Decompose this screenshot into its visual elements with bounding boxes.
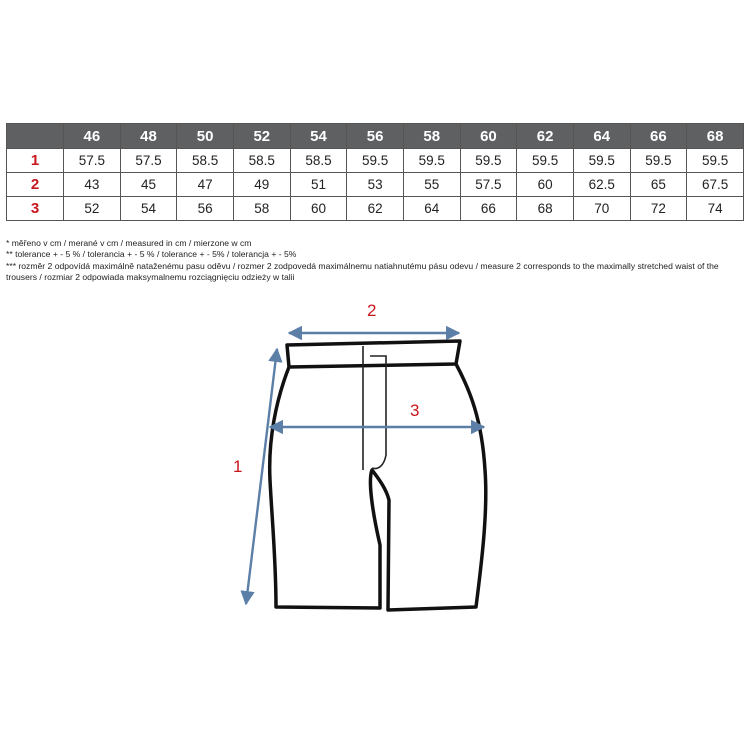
shorts-outline <box>270 341 486 610</box>
table-cell: 59.5 <box>347 149 404 173</box>
size-header: 58 <box>403 124 460 149</box>
size-header: 48 <box>120 124 177 149</box>
table-cell: 66 <box>460 197 517 221</box>
table-cell: 62 <box>347 197 404 221</box>
table-cell: 58.5 <box>177 149 234 173</box>
size-header: 62 <box>517 124 574 149</box>
table-cell: 54 <box>120 197 177 221</box>
table-cell: 57.5 <box>460 173 517 197</box>
label-2: 2 <box>367 301 377 320</box>
measure-1-arrow <box>246 349 277 604</box>
table-cell: 60 <box>517 173 574 197</box>
table-cell: 68 <box>517 197 574 221</box>
table-cell: 57.5 <box>120 149 177 173</box>
label-3: 3 <box>410 401 420 420</box>
fly-stitch <box>370 356 386 468</box>
table-cell: 59.5 <box>460 149 517 173</box>
table-cell: 56 <box>177 197 234 221</box>
table-cell: 43 <box>64 173 121 197</box>
row-label: 2 <box>7 173 64 197</box>
table-cell: 70 <box>573 197 630 221</box>
shorts-body <box>270 364 486 610</box>
table-cell: 49 <box>233 173 290 197</box>
table-cell: 59.5 <box>630 149 687 173</box>
table-cell: 57.5 <box>64 149 121 173</box>
size-header: 68 <box>687 124 744 149</box>
size-header: 64 <box>573 124 630 149</box>
table-cell: 72 <box>630 197 687 221</box>
table-cell: 67.5 <box>687 173 744 197</box>
measurements <box>246 333 484 604</box>
size-header: 56 <box>347 124 404 149</box>
table-cell: 59.5 <box>573 149 630 173</box>
table-cell: 51 <box>290 173 347 197</box>
size-header: 60 <box>460 124 517 149</box>
table-cell: 45 <box>120 173 177 197</box>
table-cell: 59.5 <box>687 149 744 173</box>
table-cell: 59.5 <box>517 149 574 173</box>
size-header: 46 <box>64 124 121 149</box>
note-tolerance: ** tolerance + - 5 % / tolerancia + - 5 % / tolerance + - 5% / tolerancja + - 5% <box>6 249 297 260</box>
table-cell: 58 <box>233 197 290 221</box>
table-cell: 58.5 <box>233 149 290 173</box>
table-cell: 47 <box>177 173 234 197</box>
table-cell: 53 <box>347 173 404 197</box>
note-measured: * měřeno v cm / merané v cm / measured in cm / mierzone w cm <box>6 238 252 248</box>
size-header: 54 <box>290 124 347 149</box>
table-cell: 62.5 <box>573 173 630 197</box>
size-header: 52 <box>233 124 290 149</box>
note-measure-2: *** rozměr 2 odpovídá maximálně nataženému pasu oděvu / rozmer 2 zodpovedá maximálnemu natiahnutému pásu odevu / measure 2 corresponds to the maximally stretched waist of the trousers / rozmiar 2 odpowiada maksymalnemu rozciągnięciu odzieży w talii <box>6 260 719 282</box>
label-1: 1 <box>233 457 243 476</box>
size-header: 50 <box>177 124 234 149</box>
table-cell: 52 <box>64 197 121 221</box>
table-cell: 64 <box>403 197 460 221</box>
table-cell: 60 <box>290 197 347 221</box>
waistband <box>287 341 460 367</box>
table-cell: 65 <box>630 173 687 197</box>
table-cell: 59.5 <box>403 149 460 173</box>
table-cell: 58.5 <box>290 149 347 173</box>
table-cell: 74 <box>687 197 744 221</box>
size-header: 66 <box>630 124 687 149</box>
table-cell: 55 <box>403 173 460 197</box>
row-label: 3 <box>7 197 64 221</box>
row-label: 1 <box>7 149 64 173</box>
